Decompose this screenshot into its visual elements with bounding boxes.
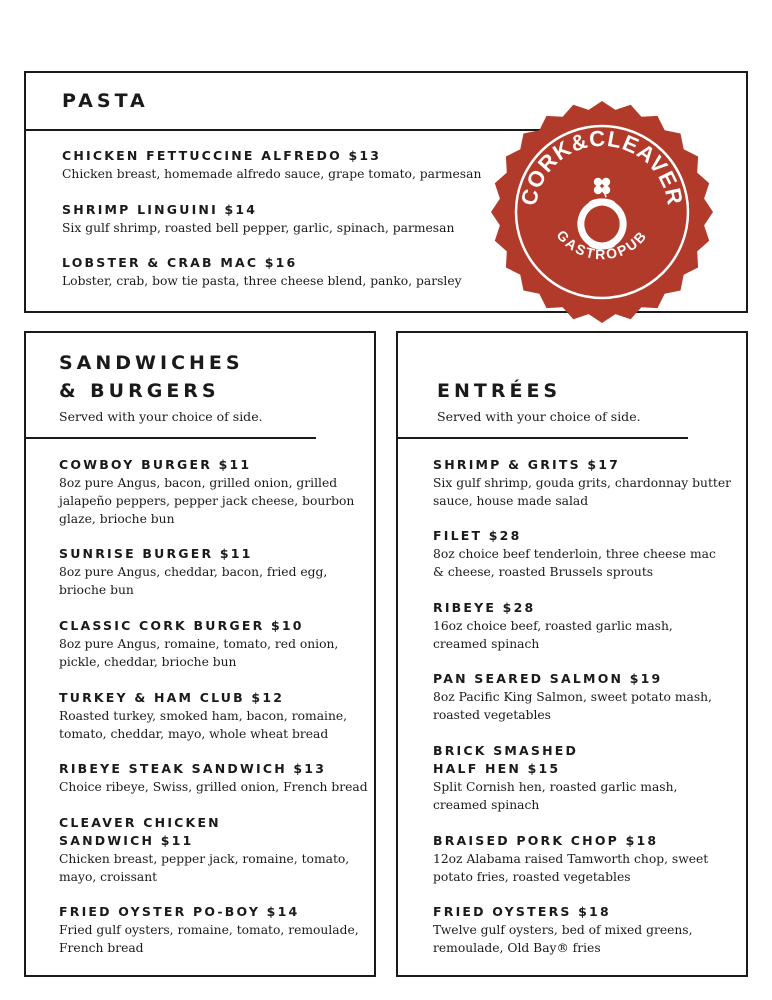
item-description: French bread [59,941,144,955]
sandwiches-section [24,331,376,977]
sandwiches-title-line1: SANDWICHES [59,352,244,374]
item-description: 8oz pure Angus, cheddar, bacon, fried egg, [59,565,328,579]
item-name: RIBEYE $28 [433,600,536,615]
item-description: potato fries, roasted vegetables [433,870,631,884]
item-name: SUNRISE BURGER $11 [59,546,253,561]
item-description: Roasted turkey, smoked ham, bacon, romaine, [59,709,348,723]
item-description: 16oz choice beef, roasted garlic mash, [433,619,673,633]
menu-item [59,689,347,743]
sandwiches-divider [26,437,316,439]
entrees-section [396,331,748,977]
item-description: 8oz choice beef tenderloin, three cheese mac [433,547,716,561]
item-name-line2: SANDWICH $11 [59,833,194,848]
sandwiches-title-line2: & BURGERS [59,380,220,402]
item-name: CLASSIC CORK BURGER $10 [59,618,304,633]
item-description: pickle, cheddar, brioche bun [59,655,237,669]
menu-item [433,742,677,814]
menu-item [59,617,338,671]
menu-item [433,670,712,724]
item-name: SHRIMP & GRITS $17 [433,457,621,472]
item-description: tomato, cheddar, mayo, whole wheat bread [59,727,329,741]
menu-item [62,254,462,290]
item-description: creamed spinach [433,798,540,812]
item-description: Choice ribeye, Swiss, grilled onion, French bread [59,780,368,794]
item-description: Six gulf shrimp, gouda grits, chardonnay butter [433,476,731,490]
item-name: RIBEYE STEAK SANDWICH $13 [59,761,327,776]
item-description: mayo, croissant [59,870,158,884]
menu-item [433,599,673,653]
item-name: PAN SEARED SALMON $19 [433,671,663,686]
item-name: FRIED OYSTER PO-BOY $14 [59,904,300,919]
menu-item [59,760,368,796]
item-description: remoulade, Old Bay® fries [433,941,601,955]
item-description: Split Cornish hen, roasted garlic mash, [433,780,678,794]
item-name: SHRIMP LINGUINI $14 [62,202,258,217]
item-description: jalapeño peppers, pepper jack cheese, bourbon [59,494,355,508]
entrees-title: ENTRÉES [437,380,562,402]
seal-text-top: CORK&CLEAVER [516,125,688,208]
item-description: Chicken breast, homemade alfredo sauce, grape tomato, parmesan [62,167,482,181]
entrees-subtitle: Served with your choice of side. [437,409,641,424]
menu-item [62,201,454,237]
item-description: creamed spinach [433,637,540,651]
item-name: CHICKEN FETTUCCINE ALFREDO $13 [62,148,382,163]
item-name: COWBOY BURGER $11 [59,457,252,472]
menu-item [433,903,693,957]
item-description: Six gulf shrimp, roasted bell pepper, garlic, spinach, parmesan [62,221,455,235]
menu-item [433,456,731,510]
item-description: Chicken breast, pepper jack, romaine, tomato, [59,852,350,866]
menu-item [62,147,481,183]
item-name: CLEAVER CHICKEN [59,815,221,830]
item-description: 8oz pure Angus, bacon, grilled onion, grilled [59,476,338,490]
menu-item [433,832,708,886]
item-name: FILET $28 [433,528,522,543]
item-description: 12oz Alabama raised Tamworth chop, sweet [433,852,709,866]
item-name: BRAISED PORK CHOP $18 [433,833,659,848]
item-description: & cheese, roasted Brussels sprouts [433,565,654,579]
menu-item [59,814,349,886]
menu-item [59,545,327,599]
item-name: BRICK SMASHED [433,743,579,758]
item-name: LOBSTER & CRAB MAC $16 [62,255,298,270]
item-description: 8oz Pacific King Salmon, sweet potato mash, [433,690,712,704]
item-description: glaze, brioche bun [59,512,175,526]
seal-text-bottom: GASTROPUB [553,226,651,263]
pasta-divider [26,129,546,131]
item-description: roasted vegetables [433,708,551,722]
item-description: Fried gulf oysters, romaine, tomato, remoulade, [59,923,359,937]
sandwiches-subtitle: Served with your choice of side. [59,409,263,424]
entrees-divider [398,437,688,439]
cork-and-cleaver-seal-logo [490,100,714,324]
item-description: Lobster, crab, bow tie pasta, three cheese blend, panko, parsley [62,274,462,288]
item-name: TURKEY & HAM CLUB $12 [59,690,285,705]
item-description: Twelve gulf oysters, bed of mixed greens, [433,923,693,937]
item-description: sauce, house made salad [433,494,589,508]
item-name: FRIED OYSTERS $18 [433,904,611,919]
item-description: 8oz pure Angus, romaine, tomato, red onion, [59,637,339,651]
menu-item [59,903,359,957]
item-name-line2: HALF HEN $15 [433,761,561,776]
item-description: brioche bun [59,583,134,597]
menu-item [59,456,354,528]
pasta-title: PASTA [62,90,149,112]
menu-item [433,527,716,581]
